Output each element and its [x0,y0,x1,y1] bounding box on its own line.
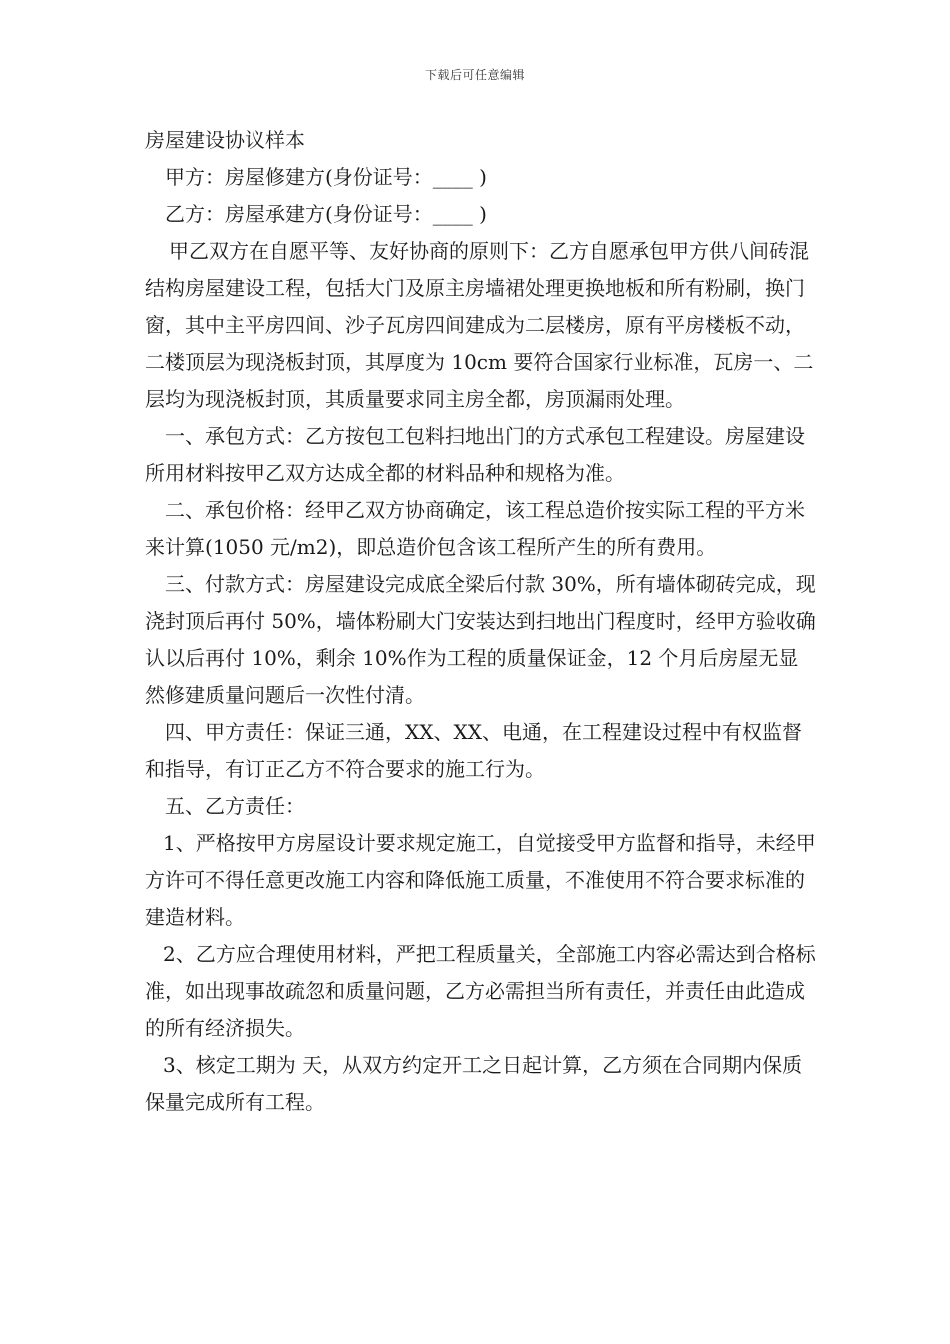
document-title: 房屋建设协议样本 [145,128,305,152]
section-party-a-duties: 四、甲方责任：保证三通，XX、XX、电通，在工程建设过程中有权监督和指导，有订正乙方不符合要求的施工行为。 [145,720,802,781]
document-body [145,122,817,1121]
section-payment-method: 三、付款方式：房屋建设完成底全梁后付款 30%，所有墙体砌砖完成，现浇封顶后再付 50%，墙体粉刷大门安装达到扫地出门程度时，经甲方验收确认以后再付 10%，剩余 10%作为工程的质量保证金，12 个月后房屋无显然修建质量问题后一次性付清。 [145,572,816,707]
section-contract-method: 一、承包方式：乙方按包工包料扫地出门的方式承包工程建设。房屋建设所用材料按甲乙双方达成全都的材料品种和规格为准。 [145,424,805,485]
party-b-duty-item-3: 3、核定工期为 天，从双方约定开工之日起计算，乙方须在合同期内保质保量完成所有工程。 [145,1053,803,1114]
party-b-duty-item-2: 2、乙方应合理使用材料，严把工程质量关，全部施工内容必需达到合格标准，如出现事故疏忽和质量问题，乙方必需担当所有责任，并责任由此造成的所有经济损失。 [145,942,816,1040]
intro-paragraph: 甲乙双方在自愿平等、友好协商的原则下：乙方自愿承包甲方供八间砖混结构房屋建设工程，包括大门及原主房墙裙处理更换地板和所有粉刷，换门窗，其中主平房四间、沙子瓦房四间建成为二层楼房，原有平房楼板不动，二楼顶层为现浇板封顶，其厚度为 10cm 要符合国家行业标准，瓦房一、二层均为现浇板封顶，其质量要求同主房全都，房顶漏雨处理。 [145,239,814,411]
party-a-line: 甲方：房屋修建方(身份证号：____ ) [165,165,487,189]
header-note: 下载后可任意编辑 [424,68,525,82]
party-b-line: 乙方：房屋承建方(身份证号：____ ) [165,202,487,226]
section-party-b-duties-heading: 五、乙方责任： [165,794,305,818]
section-contract-price: 二、承包价格：经甲乙双方协商确定，该工程总造价按实际工程的平方米来计算(1050 元/m2)，即总造价包含该工程所产生的所有费用。 [145,498,805,559]
party-b-duty-item-1: 1、严格按甲方房屋设计要求规定施工，自觉接受甲方监督和指导，未经甲方许可不得任意更改施工内容和降低施工质量，不准使用不符合要求标准的建造材料。 [145,831,816,929]
